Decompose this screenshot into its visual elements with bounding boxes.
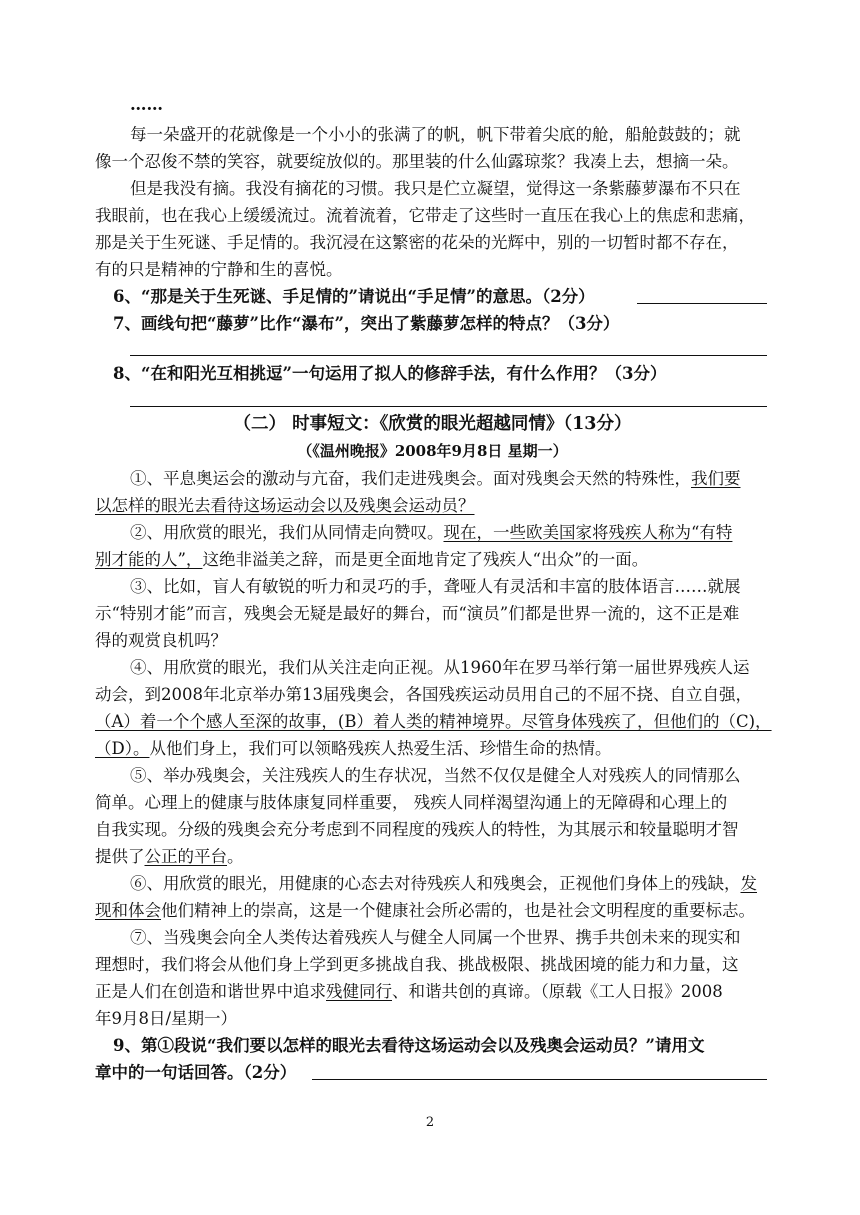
answer-blank-7[interactable] bbox=[130, 355, 767, 356]
question-8: 8、“在和阳光互相挑逗”一句运用了拟人的修辞手法，有什么作用？（3分） bbox=[113, 364, 667, 383]
paragraph-5-line: ⑤、举办残奥会，关注残疾人的生存状况，当然不仅仅是健全人对残疾人的同情那么 bbox=[130, 766, 741, 785]
paragraph-7-line: 正是人们在创造和谐世界中追求残健同行、和谐共创的真谛。（原载《工人日报》2008 bbox=[95, 982, 723, 1001]
paragraph-6-line: 现和体会他们精神上的崇高，这是一个健康社会所必需的，也是社会文明程度的重要标志。 bbox=[95, 901, 755, 920]
paragraph-4-line: （A）着一个个感人至深的故事，(B）着人类的精神境界。尽管身体残疾了，但他们的（C)， bbox=[95, 712, 772, 731]
paragraph-4-line: 动会，到2008年北京举办第13届残奥会，各国残疾运动员用自己的不屈不挠、自立自强， bbox=[95, 685, 752, 704]
page-number: 2 bbox=[425, 1115, 435, 1130]
paragraph-5-line: 自我实现。分级的残奥会充分考虑到不同程度的残疾人的特性，为其展示和较量聪明才智 bbox=[95, 820, 739, 839]
passage-line: 但是我没有摘。我没有摘花的习惯。我只是伫立凝望，觉得这一条紫藤萝瀑布不只在 bbox=[130, 179, 741, 198]
question-6: 6、“那是关于生死谜、手足情的”请说出“手足情”的意思。（2分） bbox=[113, 287, 595, 306]
paragraph-7-line: 年9月8日/星期一） bbox=[95, 1009, 238, 1028]
passage-line: 我眼前，也在我心上缓缓流过。流着流着，它带走了这些时一直压在我心上的焦虑和悲痛， bbox=[95, 206, 755, 225]
section-title: （二） 时事短文：《欣赏的眼光超越同情》（13分） bbox=[233, 414, 632, 434]
question-7: 7、画线句把“藤萝”比作“瀑布”，突出了紫藤萝怎样的特点？（3分） bbox=[113, 314, 620, 333]
question-9-cont: 章中的一句话回答。（2分） bbox=[95, 1063, 297, 1082]
passage-line: 每一朵盛开的花就像是一个小小的张满了的帆，帆下带着尖底的舱，船舱鼓鼓的；就 bbox=[130, 125, 741, 144]
paragraph-2-line: 别才能的人”，这绝非溢美之辞，而是更全面地肯定了残疾人“出众”的一面。 bbox=[95, 550, 649, 569]
paragraph-1-line: 以怎样的眼光去看待这场运动会以及残奥会运动员？ bbox=[95, 496, 475, 515]
answer-blank-9[interactable] bbox=[312, 1079, 767, 1080]
paragraph-4-line: （D）。从他们身上，我们可以领略残疾人热爱生活、珍惜生命的热情。 bbox=[95, 739, 612, 758]
ellipsis-line: …… bbox=[130, 95, 163, 114]
paragraph-3-line: 示“特别才能”而言，残奥会无疑是最好的舞台，而“演员”们都是世界一流的，这不正是难 bbox=[95, 604, 740, 623]
paragraph-3-line: 得的观赏良机吗？ bbox=[95, 631, 227, 650]
passage-line: 像一个忍俊不禁的笑容，就要绽放似的。那里装的什么仙露琼浆？我凑上去，想摘一朵。 bbox=[95, 152, 739, 171]
question-9: 9、第①段说“我们要以怎样的眼光去看待这场运动会以及残奥会运动员？”请用文 bbox=[113, 1036, 705, 1055]
paragraph-5-line: 提供了公正的平台。 bbox=[95, 847, 244, 866]
paragraph-1-line: ①、平息奥运会的激动与亢奋，我们走进残奥会。面对残奥会天然的特殊性，我们要 bbox=[130, 469, 741, 488]
paragraph-5-line: 简单。心理上的健康与肢体康复同样重要， 残疾人同样渴望沟通上的无障碍和心理上的 bbox=[95, 793, 728, 812]
paragraph-7-line: 理想时，我们将会从他们身上学到更多挑战自我、挑战极限、挑战困境的能力和力量，这 bbox=[95, 955, 739, 974]
answer-blank-8[interactable] bbox=[130, 406, 767, 407]
section-source: （《温州晚报》2008年9月8日 星期一） bbox=[297, 442, 568, 460]
paragraph-6-line: ⑥、用欣赏的眼光，用健康的心态去对待残疾人和残奥会，正视他们身体上的残缺，发 bbox=[130, 874, 757, 893]
passage-line: 那是关于生死谜、手足情的。我沉浸在这繁密的花朵的光辉中，别的一切暂时都不存在， bbox=[95, 233, 739, 252]
paragraph-7-line: ⑦、当残奥会向全人类传达着残疾人与健全人同属一个世界、携手共创未来的现实和 bbox=[130, 928, 741, 947]
passage-line: 有的只是精神的宁静和生的喜悦。 bbox=[95, 260, 343, 279]
paragraph-4-line: ④、用欣赏的眼光，我们从关注走向正视。从1960年在罗马举行第一届世界残疾人运 bbox=[130, 658, 750, 677]
paragraph-3-line: ③、比如，盲人有敏锐的听力和灵巧的手，聋哑人有灵活和丰富的肢体语言……就展 bbox=[130, 577, 741, 596]
paragraph-2-line: ②、用欣赏的眼光，我们从同情走向赞叹。现在，一些欧美国家将残疾人称为“有特 bbox=[130, 523, 733, 542]
answer-blank-6[interactable] bbox=[637, 303, 767, 304]
